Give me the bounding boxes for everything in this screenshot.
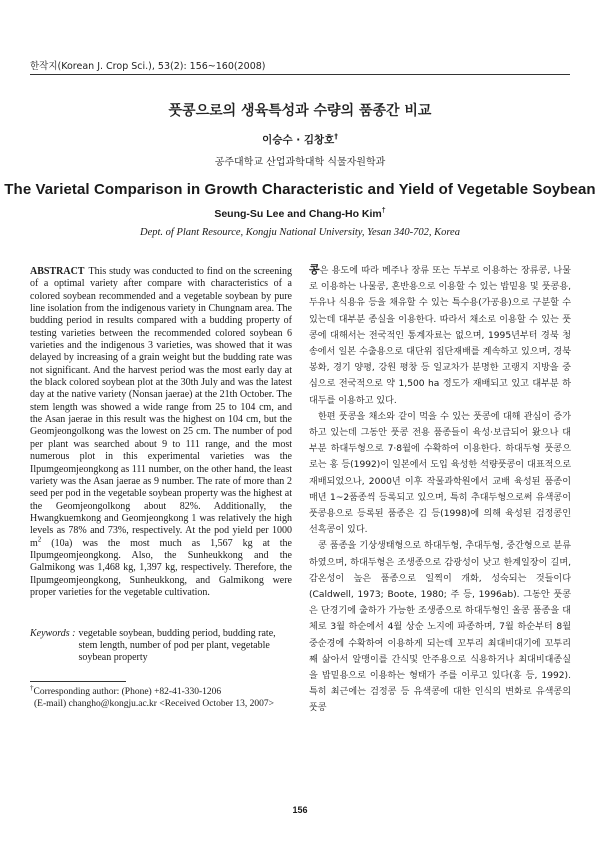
footnote-line-2: (E-mail) changho@kongju.ac.kr <Received October 13, 2007> [34,698,275,709]
abstract-heading: ABSTRACT [30,266,85,277]
footnote-dagger: † [30,683,34,692]
body-paragraph-3: 콩 품종을 기상생태형으로 하대두형, 추대두형, 중간형으로 분류하였으며, 하대두형은 조생종으로 감광성이 낮고 한계일장이 길며, 감온성이 높은 품종으로 일찍이 개화, 성숙되는 것들이다(Caldwell, 1973; Boote, 1980; 주 등, 1996ab). 그동안 풋콩은 단경기에 출하가 가능한 조생종으로 하대두형인 올콩 품종을 대체로 3월 하순에서 4월 상순 노지에 파종하며, 7월 하순부터 8월 중순경에 수확하여 이용하게 되는데 꼬투리 최대비대기에 꼬투리째 삶아서 알맹이를 간식및 안주용으로 식용하거나 최대비대종실을 밥밑용으로 이용하는 형태가 주를 이루고 있다(홍 등, 1992). 특히 최근에는 검정콩 등 유색콩에 대한 인식의 변화로 유색콩의 풋콩 [309,541,571,714]
korean-title: 풋콩으로의 생육특성과 수량의 품종간 비교 [168,103,432,119]
korean-affiliation: 공주대학교 산업과학대학 식물자원학과 [214,157,386,168]
right-column [309,262,571,717]
keywords-heading: Keywords : [30,628,76,639]
keywords-text: vegetable soybean, budding period, budding rate, stem length, number of pod per plant, vegetable soybean property [78,628,276,664]
corresponding-mark: † [334,132,338,141]
page-number: 156 [292,805,308,815]
english-title: The Varietal Comparison in Growth Characteristic and Yield of Vegetable Soybean [4,181,596,198]
english-affiliation: Dept. of Plant Resource, Kongju National University, Yesan 340-702, Korea [140,227,460,238]
corresponding-mark-en: † [381,207,386,215]
korean-authors [0,132,600,147]
journal-citation: 한작지(Korean J. Crop Sci.), 53(2): 156~160(2008) [30,61,266,72]
english-authors [0,208,600,220]
dropcap: 콩 [309,263,320,276]
abstract-superscript: 2 [37,535,42,544]
body-paragraph-1-text: 은 용도에 따라 메주나 장류 또는 두부로 이용하는 장류콩, 나물로 이용하는 나물콩, 혼반용으로 이용할 수 있는 밥밑용 및 풋콩용, 두유나 식용유 등을 채유할 수 있는 특수용(가공용)으로 구분할 수 있는데 대부분 종실을 이용한다. 따라서 채소로 이용할 수 있는 풋콩에 대해서는 전국적인 통계자료는 없으며, 1995년부터 경북 청송에서 일본 수출용으로 대단위 집단재배를 계속하고 있으며, 경북 봉화, 경기 양평, 강원 평창 등 일교차가 분명한 고랭지 지방을 중심으로 전국적으로 약 1,500 ha 정도가 재배되고 있고 대부분 하대두를 이용하고 있다. [309,266,571,406]
body-paragraph-1 [309,262,571,409]
keywords [30,628,292,665]
abstract-text: This study was conducted to find on the screening of a optimal variety after compare with characteristics of a colored soybean recommended and a vegetable soybean by pure line isolation from the indigenous variety in Chungnam area. The budding period in results compared with a budding property of testing varieties between the recommended colored soybean 6 varieties and the indigenous 3 varieties, was showed that it was delayed by increasing of a grain weight but the budding rate was not significant. And the harvest period was the most early day at the black colored soybean plot at the 30th July and was the latest day at the native variety (Nonsan jaerae) at the 21th October. The stem length was showed a wide range from 25 to 104 cm, and the Asan jaerae in this result was the highest on 104 cm, but the Geomjeongolkong was the lowest on 25 cm. The number of pod per plant was searched about 9 to 111 range, and the most numerous plot in this experimental varieties was the Ilpumgeomjeongkong as 111 number, on the other hand, the least variety was the Asan jaerae as 9 number. The rate of more than 2 seed per pod in the vegetable soybean property was the highest at the Geomjeongolkong about 82%. Additionally, the Hwangkuemkong and Geomjeongkong 1 was relatively the high levels as 78% and 73%, respectively. At the pod yield per 1000 m [30,266,292,549]
body-paragraph-2: 한편 풋콩을 채소와 같이 먹을 수 있는 풋콩에 대해 관심이 증가하고 있는데 그동안 풋콩 전용 품종들이 육성·보급되어 왔으나 대부분 하대두형으로 7·8월에 수확하여 이용한다. 하대두형 풋콩으로는 홍 등(1992)이 일본에서 도입 육성한 석량풋콩이 대표적으로 재배되었으나, 2000년 이후 작물과학원에서 교배 육성된 품종이 매년 1~2품종씩 등록되고 있으며, 특히 추대두형으로써 유색콩이 풋콩용으로 등록된 품종은 김 등(1998)에 의해 육성된 검정콩인 선흑콩이 있다. [309,411,571,536]
header-rule [30,74,570,75]
footnote-line-1: Corresponding author: (Phone) +82-41-330-1206 [33,687,222,697]
abstract-text-continued: (10a) was the most much as 1,567 kg at the Ilpumgeomjeongkong. Also, the Sunheukkong and the Galmikong was 1,468 kg, 1,397 kg, respectively. Therefore, the Ilpumgeomjeongkong, Sunheukkong, and Galmikong were proper varieties for the vegetable cultivation. [30,537,292,598]
left-column [30,266,292,599]
abstract [30,266,292,599]
korean-author-names: 이승수 · 김창호 [262,134,335,146]
english-author-names: Seung-Su Lee and Chang-Ho Kim [214,208,382,220]
footnote [30,683,292,710]
footnote-rule [30,681,126,682]
